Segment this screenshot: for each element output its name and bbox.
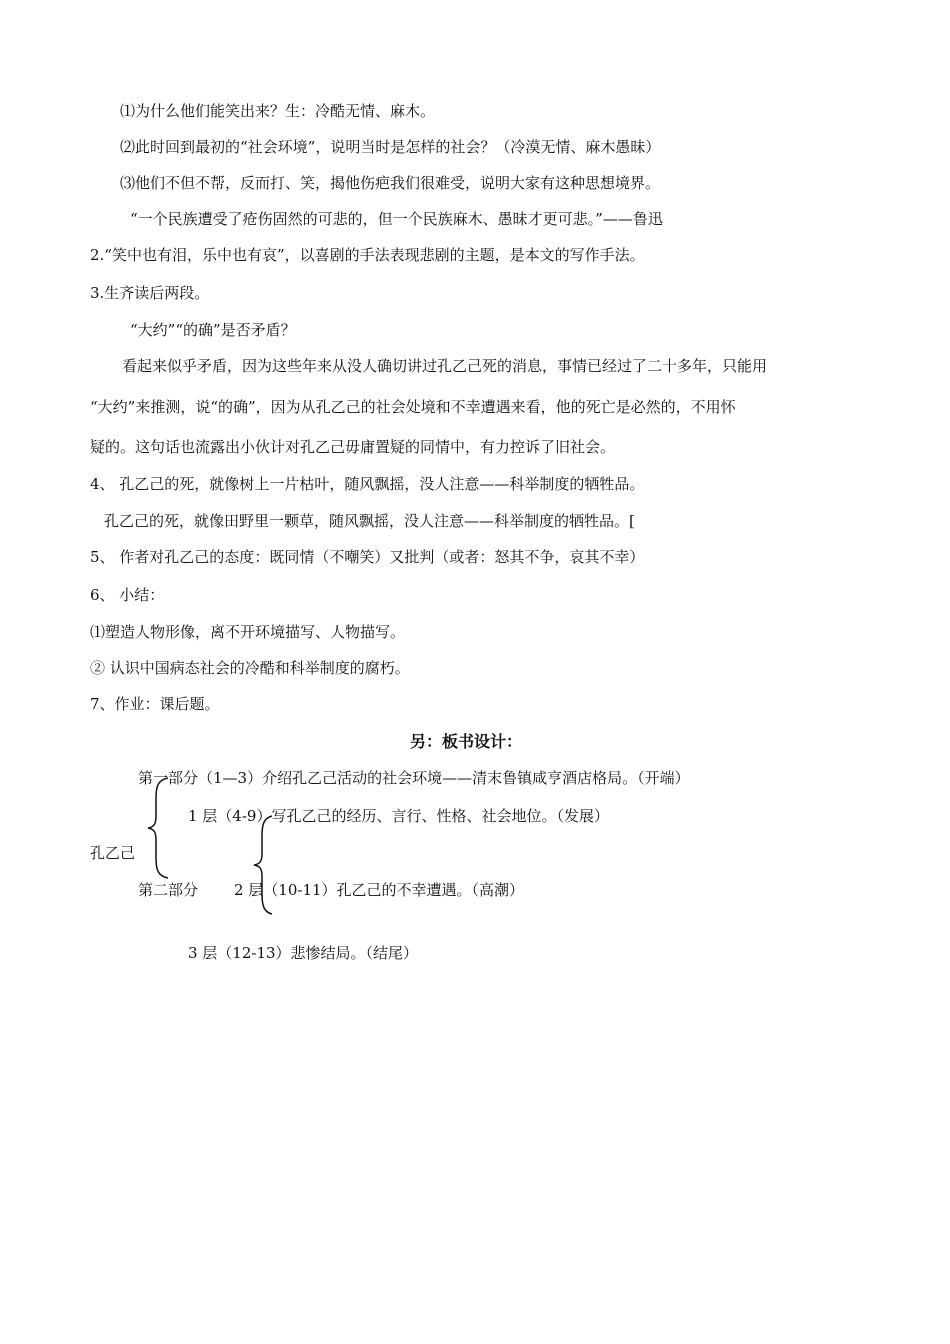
summary-1: ⑴塑造人物形像，离不开环境描写、人物描写。 xyxy=(90,623,406,641)
question-1: ⑴为什么他们能笑出来？生：冷酷无情、麻木。 xyxy=(120,102,436,120)
board-part-1: 第一部分（1—3）介绍孔乙己活动的社会环境——清末鲁镇咸亨酒店格局。（开端） xyxy=(138,769,690,787)
point-2: 2.“笑中也有泪，乐中也有哀”，以喜剧的手法表现悲剧的主题，是本文的写作手法。 xyxy=(90,246,645,264)
point-3: 3.生齐读后两段。 xyxy=(90,284,210,302)
board-design-title: 另：板书设计： xyxy=(410,732,523,751)
point-7: 7、作业：课后题。 xyxy=(90,695,220,713)
point-4-variant: 孔乙己的死，就像田野里一颗草，随风飘摇，没人注意——科举制度的牺牲品。[ xyxy=(104,512,635,530)
point-6: 6、 小结： xyxy=(90,586,165,604)
question-3: ⑶他们不但不帮，反而打、笑，揭他伤疤我们很难受，说明大家有这种思想境界。 xyxy=(120,174,661,192)
answer-paragraph-line-2: “大约”来推测，说“的确”，因为从孔乙己的社会处境和不幸遭遇来看，他的死亡是必然的，不用怀 xyxy=(90,398,736,416)
point-5: 5、 作者对孔乙己的态度：既同情（不嘲笑）又批判（或者：怒其不争，哀其不幸） xyxy=(90,548,645,566)
answer-paragraph-line-3: 疑的。这句话也流露出小伙计对孔乙己毋庸置疑的同情中，有力控诉了旧社会。 xyxy=(90,438,616,456)
board-root-kong-yiji: 孔乙己 xyxy=(90,844,136,862)
question-2: ⑵此时回到最初的“社会环境”，说明当时是怎样的社会？（冷漠无情、麻木愚昧） xyxy=(120,138,661,156)
inner-brace xyxy=(248,814,278,916)
outer-brace xyxy=(144,776,174,880)
board-layer-1: 1 层（4-9）写孔乙己的经历、言行、性格、社会地位。（发展） xyxy=(188,807,609,825)
summary-2: ② 认识中国病态社会的冷酷和科举制度的腐朽。 xyxy=(90,659,410,677)
board-layer-2: 2 层（10-11）孔乙己的不幸遭遇。（高潮） xyxy=(234,881,525,899)
answer-paragraph-line-1: 看起来似乎矛盾，因为这些年来从没人确切讲过孔乙己死的消息，事情已经过了二十多年，只能用 xyxy=(122,357,768,375)
board-layer-3: 3 层（12-13）悲惨结局。（结尾） xyxy=(188,944,419,962)
point-4: 4、 孔乙己的死，就像树上一片枯叶，随风飘摇，没人注意——科举制度的牺牲品。 xyxy=(90,475,645,493)
lu-xun-quote: “一个民族遭受了疮伤固然的可悲的，但一个民族麻木、愚昧才更可悲。”——鲁迅 xyxy=(130,210,663,228)
board-part-2: 第二部分 xyxy=(138,881,199,899)
contradiction-question: “大约”“的确”是否矛盾？ xyxy=(130,321,296,339)
